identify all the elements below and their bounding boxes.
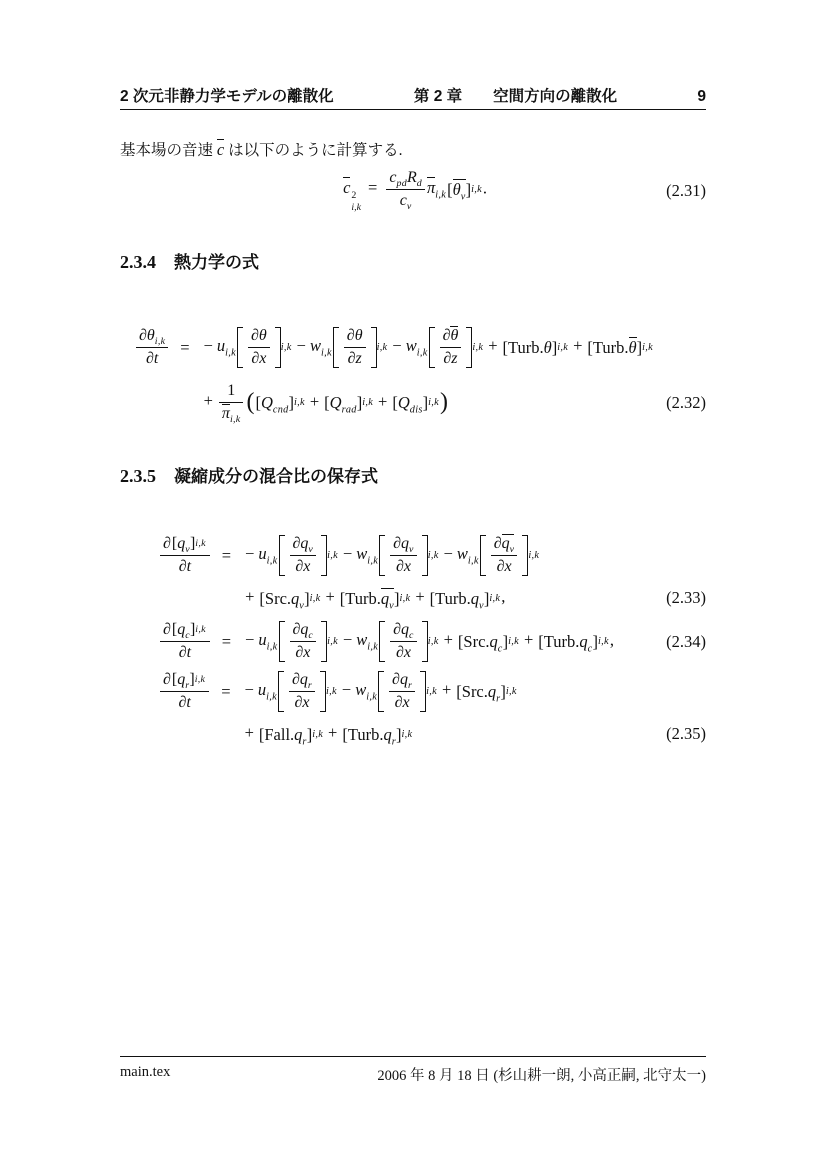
intro-text-before: 基本場の音速: [120, 142, 217, 159]
intro-sentence: [120, 138, 706, 160]
section-title: 熱力学の式: [174, 253, 259, 272]
intro-text-after: は以下のように計算する.: [224, 142, 403, 159]
equation-2-34: ∂ [ $q_c$ ] i,k ∂t = − $u_{i,k}$ $\frac{\partial q_c}{\partial x}$ i,k − $w_{i,k}$ $\frac{\partial q_c}{\partial x}$ i,k + [ $Src.q_c$ ] i,k + [ $Turb.q_c$ ] i,k , (2.34): [158, 620, 706, 663]
footer-rule: [120, 1056, 706, 1057]
equation-2-31: c 2 i,k = $\frac{c_{pd}R_d}{c_v}$ $\pi_{i,k}$ [ $\theta_v$ ] i,k . (2.31): [343, 169, 706, 214]
page-footer: [120, 1064, 706, 1085]
header-chapter-title: 第 2 章 空間方向の離散化: [413, 88, 618, 105]
section-number: 2.3.4: [120, 252, 156, 272]
section-heading-2-3-5: [120, 462, 706, 487]
section-heading-2-3-4: [120, 248, 706, 273]
equation-2-32: $\frac{\partial\theta_{i,k}}{\partial t}$ = − $u_{i,k}$ $\frac{\partial\theta}{\partial x}$ i,k − $w_{i,k}$ $\frac{\partial\theta}{\partial z}$ i,k − $w_{i,k}$ $\frac{\partial\theta}{\partial z}$ i,k + [ Turb.θ ] i,k + [ Turb.θ ] i,k + $\frac{1}{\pi_{i,k}}$ ( [ $Q_{cnd}$ ] i,k + [ $Q_{rad}$ ] i,k + [ $Q_{dis}$ ] i,k ) (2.32): [120, 326, 706, 424]
footer-filename: main.tex: [120, 1064, 171, 1080]
section-number: 2.3.5: [120, 466, 156, 486]
header-page-number: 9: [697, 88, 706, 105]
c-bar-symbol: c: [216, 140, 225, 159]
page-header: [120, 84, 706, 106]
section-title: 凝縮成分の混合比の保存式: [174, 467, 378, 486]
header-running-title: 2 次元非静力学モデルの離散化: [120, 88, 334, 105]
equation-2-35: ∂ [ $q_r$ ] i,k ∂t = − $u_{i,k}$ $\frac{\partial q_r}{\partial x}$ i,k − $w_{i,k}$ $\frac{\partial q_r}{\partial x}$ i,k + [ $Src.q_r$ ] i,k + [ $Fall.q_r$ ] i,k + [ $Turb.q_r$ ] i,k (2.35): [158, 670, 706, 745]
equation-2-33: ∂ [ $q_v$ ] i,k ∂t = − $u_{i,k}$ $\frac{\partial q_v}{\partial x}$ i,k − $w_{i,k}$ $\frac{\partial q_v}{\partial x}$ i,k − $w_{i,k}$ $\frac{\partial q_v}{\partial x}$ i,k + [ $Src.q_v$ ] i,k + [ $Turb.q_v$ ] i,k + [ $Turb.q_v$ ] i,k , (2.33): [158, 534, 706, 609]
footer-date-authors: 2006 年 8 月 18 日 (杉山耕一朗, 小高正嗣, 北守太一): [377, 1068, 706, 1084]
header-rule: [120, 109, 706, 110]
